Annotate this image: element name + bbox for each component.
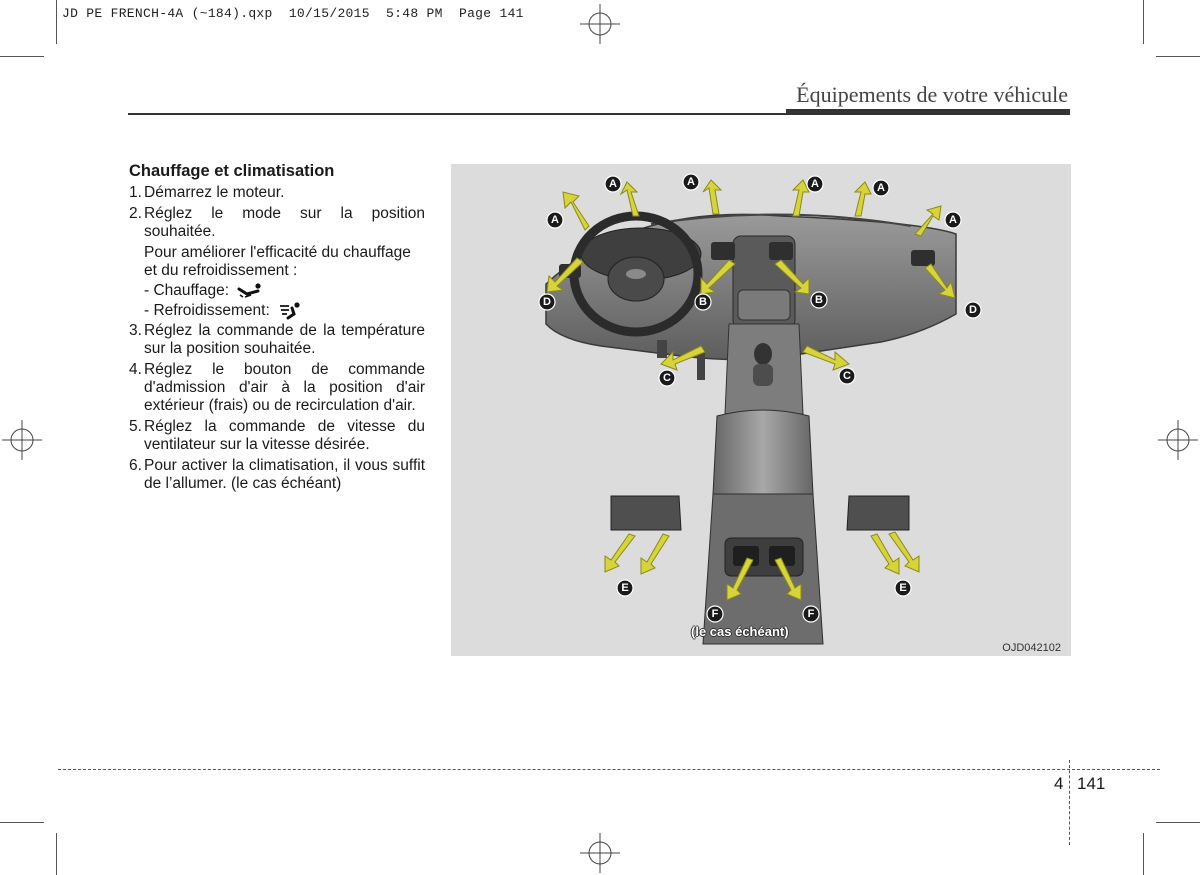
callout-letter: A — [949, 214, 957, 226]
crop-mark — [1156, 822, 1200, 823]
footer-rule — [58, 769, 1160, 770]
callout-letter: D — [543, 296, 551, 308]
step-number: 5. — [129, 418, 142, 436]
heating-mode-icon — [237, 283, 263, 299]
step-text: Réglez la commande de la température sur la position souhaitée. — [144, 322, 425, 358]
crop-mark — [1143, 0, 1144, 44]
step-2-note — [129, 244, 425, 320]
footer-divider — [1069, 760, 1070, 845]
callout-letter: A — [811, 178, 819, 190]
step-number: 6. — [129, 457, 142, 475]
callout-letter: B — [815, 294, 823, 306]
registration-mark-bottom — [578, 833, 622, 873]
callout-letter: A — [551, 214, 559, 226]
callout-letter: F — [711, 608, 719, 620]
efficiency-note: Pour améliorer l'efficacité du chauffage et du refroidissement : — [144, 244, 411, 279]
registration-mark-top — [578, 4, 622, 44]
heating-label: - Chauffage: — [144, 282, 230, 299]
instructions — [129, 162, 425, 496]
crop-mark — [0, 822, 44, 823]
callout-e — [895, 580, 911, 596]
callout-a — [945, 212, 961, 228]
section-heading: Chauffage et climatisation — [129, 162, 335, 180]
page-number: 141 — [1077, 774, 1106, 793]
print-slug: JD PE FRENCH-4A (~184).qxp 10/15/2015 5:48 PM Page 141 — [62, 6, 524, 21]
callout-b — [811, 292, 827, 308]
callout-letter: A — [609, 178, 617, 190]
step — [129, 418, 425, 454]
optional-equipment-note: (le cas échéant) — [691, 624, 789, 639]
registration-mark-right — [1156, 418, 1200, 462]
crop-mark — [56, 833, 57, 875]
callout-b — [695, 294, 711, 310]
header-rule-accent — [786, 109, 1070, 115]
step-text: Réglez le bouton de commande d'admission d'air à la position d'air extérieur (frais) ou de recirculation d'air. — [144, 361, 425, 415]
callout-c — [839, 368, 855, 384]
step-number: 3. — [129, 322, 142, 340]
registration-mark-left — [0, 418, 44, 462]
crop-mark — [0, 56, 44, 57]
crop-mark — [1156, 56, 1200, 57]
header-rule — [128, 113, 786, 115]
callout-letter: A — [687, 176, 695, 188]
step-text: Pour activer la climatisation, il vous suffit de l’allumer. (le cas échéant) — [144, 457, 425, 493]
callout-letter: F — [807, 608, 815, 620]
cooling-label: - Refroidissement: — [144, 302, 270, 320]
step — [129, 184, 425, 202]
callout-c — [659, 370, 675, 386]
chapter-number: 4 — [1054, 774, 1064, 793]
figure-code: OJD042102 — [1002, 642, 1061, 654]
callout-a — [873, 180, 889, 196]
step-text: Réglez le mode sur la position souhaitée. — [144, 205, 425, 240]
callout-a — [547, 212, 563, 228]
callout-f — [803, 606, 819, 622]
step-number: 1. — [129, 184, 142, 201]
callouts — [451, 164, 1071, 656]
cooling-mode-icon — [278, 302, 304, 320]
callout-a — [807, 176, 823, 192]
crop-mark — [56, 0, 57, 44]
step — [129, 205, 425, 241]
step — [129, 457, 425, 493]
airflow-illustration — [451, 164, 1071, 656]
step-number: 2. — [129, 205, 142, 222]
callout-d — [965, 302, 981, 318]
callout-a — [605, 176, 621, 192]
heating-line — [144, 282, 425, 300]
callout-letter: D — [969, 304, 977, 316]
step-number: 4. — [129, 361, 142, 379]
callout-letter: A — [877, 182, 885, 194]
step-text: Démarrez le moteur. — [144, 184, 285, 201]
step — [129, 361, 425, 415]
section-title: Équipements de votre véhicule — [796, 82, 1068, 107]
step — [129, 322, 425, 358]
callout-f — [707, 606, 723, 622]
callout-d — [539, 294, 555, 310]
callout-e — [617, 580, 633, 596]
crop-mark — [1143, 833, 1144, 875]
callout-letter: B — [699, 296, 707, 308]
callout-letter: E — [621, 582, 629, 594]
step-text: Réglez la commande de vitesse du ventilateur sur la vitesse désirée. — [144, 418, 425, 454]
callout-letter: C — [843, 370, 851, 382]
callout-a — [683, 174, 699, 190]
callout-letter: E — [899, 582, 907, 594]
cooling-line — [144, 302, 425, 320]
callout-letter: C — [663, 372, 671, 384]
